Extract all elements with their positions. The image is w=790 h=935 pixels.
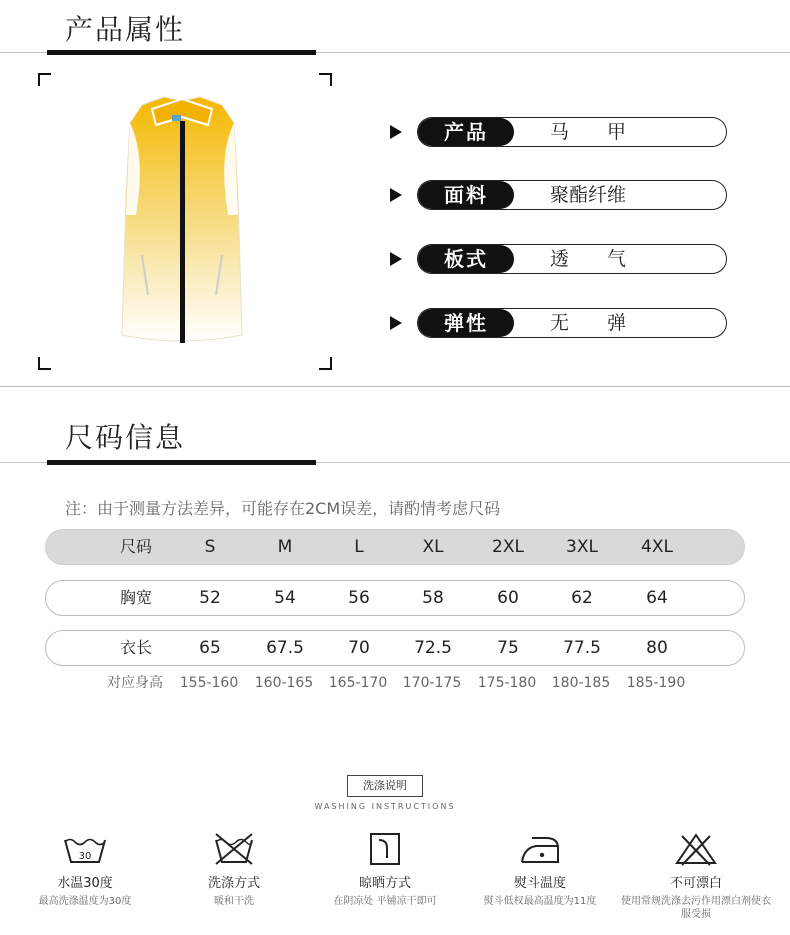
care-item-drying (310, 832, 460, 908)
attribute-row-style (390, 244, 730, 274)
frame-corner (319, 357, 332, 370)
care-title: 水温30度 (57, 876, 113, 891)
play-arrow-icon (390, 125, 402, 139)
height-cell: 185-190 (626, 675, 686, 691)
dry-flat-icon (361, 832, 409, 866)
play-arrow-icon (390, 252, 402, 266)
care-desc: 在阴凉处 平铺凉干即可 (333, 896, 437, 907)
attribute-key: 板式 (418, 245, 514, 273)
size-row-label: 胸宽 (119, 588, 152, 607)
care-title: 熨斗温度 (513, 876, 566, 891)
attribute-row-fabric (390, 180, 730, 210)
height-cell: 155-160 (179, 675, 239, 691)
size-table-header-row (45, 529, 745, 565)
size-header-cell: 4XL (641, 537, 673, 557)
frame-corner (38, 357, 51, 370)
size-cell: 56 (348, 588, 370, 608)
size-cell: 77.5 (563, 638, 601, 658)
height-cell: 170-175 (402, 675, 462, 691)
care-title: 洗涤方式 (207, 876, 260, 891)
attribute-value: 马 甲 (550, 121, 627, 143)
size-section-title: 尺码信息 (65, 421, 186, 454)
attribute-value: 透 气 (550, 248, 627, 270)
attribute-key: 面料 (418, 181, 514, 209)
size-cell: 54 (274, 588, 296, 608)
size-cell: 67.5 (266, 638, 304, 658)
size-cell: 65 (199, 638, 221, 658)
attribute-key: 弹性 (418, 309, 514, 337)
care-item-ironing (465, 832, 615, 908)
attribute-value: 聚酯纤维 (550, 184, 627, 206)
height-cell: 180-185 (551, 675, 611, 691)
attribute-pill (417, 180, 727, 210)
do-not-wash-icon (210, 832, 258, 866)
size-table-height-row (45, 672, 743, 694)
care-title: 晾晒方式 (358, 876, 411, 891)
frame-corner (319, 73, 332, 86)
do-not-bleach-icon (672, 832, 720, 866)
attribute-pill (417, 117, 727, 147)
attribute-pill (417, 308, 727, 338)
care-desc: 暖和干洗 (214, 896, 254, 907)
height-label: 对应身高 (107, 675, 163, 691)
section-divider (0, 386, 790, 387)
attribute-key: 产品 (418, 118, 514, 146)
size-header-label: 尺码 (119, 537, 152, 556)
washing-title: 洗涤说明 (347, 775, 423, 797)
iron-low-icon (516, 832, 564, 866)
size-cell: 64 (646, 588, 668, 608)
care-desc: 熨斗低权最高温度为11度 (483, 896, 597, 907)
size-cell: 52 (199, 588, 221, 608)
frame-corner (38, 73, 51, 86)
vest-product-image (112, 95, 252, 347)
care-item-no-bleach (621, 832, 771, 921)
attribute-pill (417, 244, 727, 274)
size-cell: 80 (646, 638, 668, 658)
size-cell: 72.5 (414, 638, 452, 658)
care-title: 不可漂白 (669, 876, 722, 891)
care-item-water-temp (10, 832, 160, 908)
product-image-frame (38, 73, 332, 370)
size-cell: 75 (497, 638, 519, 658)
size-header-cell: L (354, 537, 364, 557)
wash-30-icon (61, 832, 109, 866)
size-cell: 58 (422, 588, 444, 608)
play-arrow-icon (390, 188, 402, 202)
size-header-cell: 3XL (566, 537, 598, 557)
attributes-section-title: 产品属性 (65, 13, 186, 46)
height-cell: 175-180 (477, 675, 537, 691)
attribute-row-product (390, 117, 730, 147)
washing-subtitle: WASHING INSTRUCTIONS (314, 802, 456, 811)
size-table-row-length (45, 630, 745, 666)
size-header-cell: XL (422, 537, 444, 557)
size-header-cell: 2XL (492, 537, 524, 557)
attribute-value: 无 弹 (550, 312, 627, 334)
height-cell: 165-170 (328, 675, 388, 691)
size-header-cell: S (204, 537, 216, 557)
section-underline-bar (47, 50, 316, 55)
care-item-wash-method (159, 832, 309, 908)
size-cell: 70 (348, 638, 370, 658)
height-cell: 160-165 (254, 675, 314, 691)
care-desc: 最高洗涤温度为30度 (38, 896, 132, 907)
size-cell: 62 (571, 588, 593, 608)
attribute-row-elasticity (390, 308, 730, 338)
section-underline-bar (47, 460, 316, 465)
size-header-cell: M (277, 537, 293, 557)
size-cell: 60 (497, 588, 519, 608)
play-arrow-icon (390, 316, 402, 330)
size-table-row-chest (45, 580, 745, 616)
wash-temp-label: 30 (78, 851, 92, 862)
size-note: 注：由于测量方法差异，可能存在2CM误差，请酌情考虑尺码 (65, 499, 501, 518)
size-row-label: 衣长 (119, 638, 152, 657)
care-desc: 使用常规洗涤去污作用漂白剂使衣服受损 (621, 896, 771, 920)
